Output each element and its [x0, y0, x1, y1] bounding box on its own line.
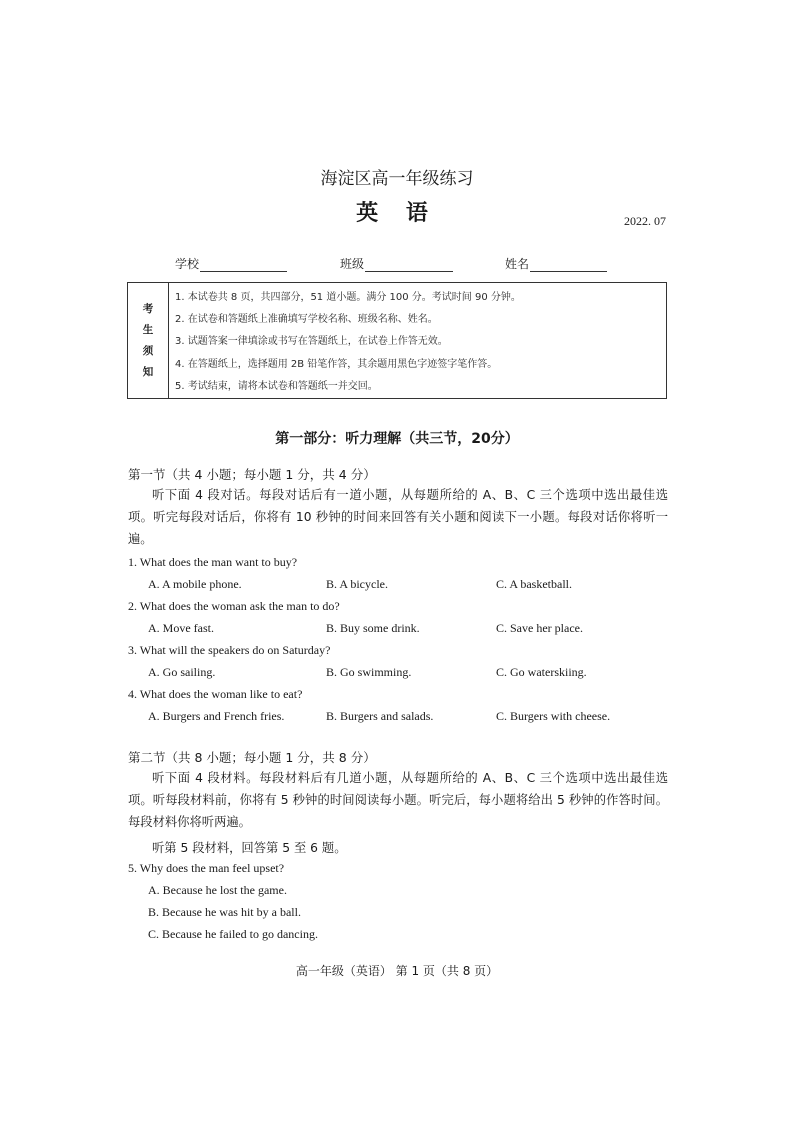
subject-title: 英 语: [356, 201, 438, 226]
q2-option-a: A. Move fast.: [148, 621, 214, 635]
question-3: 3. What will the speakers do on Saturday?: [128, 643, 331, 657]
q5-option-b: B. Because he was hit by a ball.: [148, 905, 301, 919]
q4-option-b: B. Burgers and salads.: [326, 709, 434, 723]
page-footer: 高一年级（英语） 第 1 页（共 8 页）: [295, 964, 499, 978]
school-blank[interactable]: [200, 259, 287, 272]
notice-item: 2. 在试卷和答题纸上准确填写学校名称、班级名称、姓名。: [175, 314, 438, 326]
name-blank[interactable]: [530, 259, 607, 272]
section1-heading: 第一节（共 4 小题；每小题 1 分，共 4 分）: [128, 467, 376, 482]
question-1: 1. What does the man want to buy?: [128, 555, 298, 569]
q4-option-a: A. Burgers and French fries.: [148, 709, 285, 723]
school-label: 学校: [175, 257, 200, 271]
exam-title: 海淀区高一年级练习: [320, 169, 474, 189]
notice-item: 3. 试题答案一律填涂或书写在答题纸上，在试卷上作答无效。: [175, 336, 448, 348]
q2-option-c: C. Save her place.: [496, 621, 583, 635]
section2-heading: 第二节（共 8 小题；每小题 1 分，共 8 分）: [128, 750, 376, 765]
class-field[interactable]: [340, 255, 453, 272]
material-intro: 听第 5 段材料，回答第 5 至 6 题。: [152, 841, 347, 855]
part1-title: 第一部分：听力理解（共三节，20分）: [275, 431, 519, 447]
class-label: 班级: [340, 257, 365, 271]
q1-option-b: B. A bicycle.: [326, 577, 388, 591]
question-5: 5. Why does the man feel upset?: [128, 861, 285, 875]
section2-instructions: 听下面 4 段材料。每段材料后有几道小题，从每题所给的 A、B、C 三个选项中选出最佳选项。听每段材料前，你将有 5 秒钟的时间阅读每小题。听完后，每小题将给出 5 秒钟的作答时间。每段材料你将听两遍。: [128, 771, 668, 829]
q5-option-a: A. Because he lost the game.: [148, 883, 287, 897]
class-blank[interactable]: [365, 259, 453, 272]
question-2: 2. What does the woman ask the man to do?: [128, 599, 340, 613]
notice-label: 考 生 须 知: [128, 283, 169, 399]
notice-item: 4. 在答题纸上，选择题用 2B 铅笔作答，其余题用黑色字迹签字笔作答。: [175, 358, 498, 370]
q3-option-c: C. Go waterskiing.: [496, 665, 587, 679]
q1-option-c: C. A basketball.: [496, 577, 572, 591]
notice-items: [169, 283, 667, 399]
q2-option-b: B. Buy some drink.: [326, 621, 420, 635]
school-field[interactable]: [175, 255, 287, 272]
name-label: 姓名: [505, 257, 530, 271]
q3-option-a: A. Go sailing.: [148, 665, 216, 679]
notice-item: 5. 考试结束，请将本试卷和答题纸一并交回。: [175, 380, 378, 392]
exam-date: 2022. 07: [624, 214, 666, 228]
notice-item: 1. 本试卷共 8 页，共四部分，51 道小题。满分 100 分。考试时间 90 分钟。: [175, 292, 521, 303]
q4-option-c: C. Burgers with cheese.: [496, 709, 611, 723]
q5-option-c: C. Because he failed to go dancing.: [148, 927, 318, 941]
q3-option-b: B. Go swimming.: [326, 665, 412, 679]
exam-notice-box: [127, 282, 667, 399]
q1-option-a: A. A mobile phone.: [148, 577, 242, 591]
name-field[interactable]: [505, 255, 607, 272]
section1-instructions: 听下面 4 段对话。每段对话后有一道小题，从每题所给的 A、B、C 三个选项中选出最佳选项。听完每段对话后，你将有 10 秒钟的时间来回答有关小题和阅读下一小题。每段对话你将听一遍。: [128, 488, 668, 546]
question-4: 4. What does the woman like to eat?: [128, 687, 303, 701]
